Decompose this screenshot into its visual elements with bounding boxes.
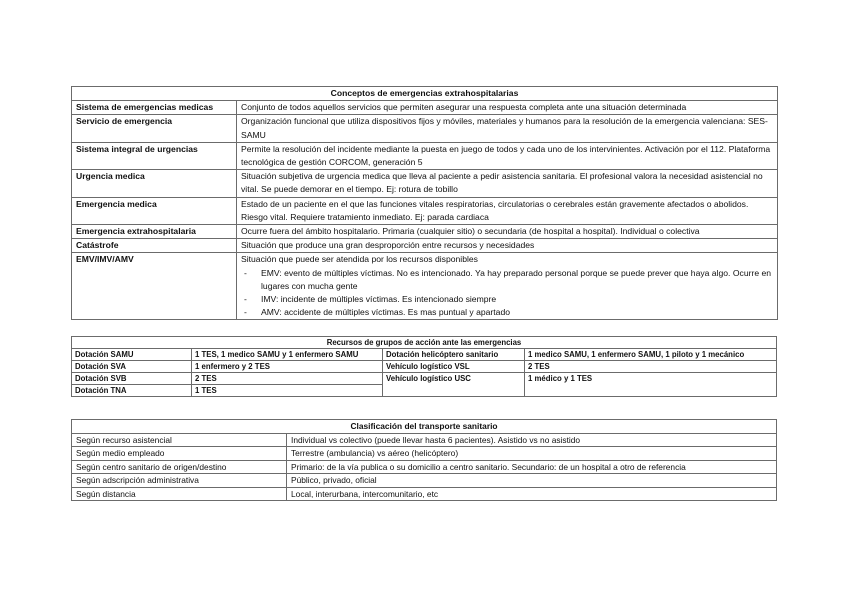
- resource-label: Dotación SVB: [72, 373, 192, 385]
- table-row: [72, 460, 777, 474]
- value-cell: Local, interurbana, intercomunitario, etc: [287, 487, 777, 501]
- table-title: Clasificación del transporte sanitario: [72, 420, 777, 434]
- resource-value: 1 TES: [192, 385, 383, 397]
- term-cell: Emergencia medica: [72, 197, 237, 224]
- term-cell: Catástrofe: [72, 239, 237, 253]
- table-row: [72, 349, 777, 361]
- resource-value: 1 enfermero y 2 TES: [192, 361, 383, 373]
- term-cell: Servicio de emergencia: [72, 115, 237, 142]
- term-cell: Sistema de emergencias medicas: [72, 101, 237, 115]
- resource-label: Vehículo logístico VSL: [383, 361, 525, 373]
- table-row: [72, 487, 777, 501]
- table-row: [72, 142, 778, 169]
- definition-cell: Situación que produce una gran desproporción entre recursos y necesidades: [237, 239, 778, 253]
- definition-cell: [237, 253, 778, 320]
- definition-cell: Situación subjetiva de urgencia medica que lleva al paciente a pedir asistencia sanitaria. El profesional valora la necesidad asistencial no vital. Se puede demorar en el tiempo. Ej: rotura de tobillo: [237, 170, 778, 197]
- table-row: [72, 447, 777, 461]
- table-row: [72, 197, 778, 224]
- table-row: [72, 361, 777, 373]
- table-header-row: [72, 420, 777, 434]
- value-cell: Individual vs colectivo (puede llevar hasta 6 pacientes). Asistido vs no asistido: [287, 433, 777, 447]
- resource-value: 1 medico SAMU, 1 enfermero SAMU, 1 piloto y 1 mecánico: [525, 349, 777, 361]
- transport-classification-table: [71, 419, 777, 501]
- resource-label: Dotación helicóptero sanitario: [383, 349, 525, 361]
- term-cell: Emergencia extrahospitalaria: [72, 225, 237, 239]
- criterion-cell: Según centro sanitario de origen/destino: [72, 460, 287, 474]
- resource-label: Dotación SVA: [72, 361, 192, 373]
- resource-label: Dotación TNA: [72, 385, 192, 397]
- definition-cell: Ocurre fuera del ámbito hospitalario. Primaria (cualquier sitio) o secundaria (de hospital a hospital). Individual o colectiva: [237, 225, 778, 239]
- definition-cell: Estado de un paciente en el que las funciones vitales respiratorias, circulatorias o cerebrales están gravemente afectados o abolidos. Riesgo vital. Requiere tratamiento inmediato. Ej: parada cardiaca: [237, 197, 778, 224]
- resources-table: [71, 336, 777, 397]
- table-title: Recursos de grupos de acción ante las emergencias: [72, 337, 777, 349]
- resource-value: 1 TES, 1 medico SAMU y 1 enfermero SAMU: [192, 349, 383, 361]
- value-cell: Público, privado, oficial: [287, 474, 777, 488]
- definition-cell: Conjunto de todos aquellos servicios que permiten asegurar una respuesta completa ante una situación determinada: [237, 101, 778, 115]
- table-row: [72, 373, 777, 385]
- table-header-row: [72, 337, 777, 349]
- table-row: [72, 433, 777, 447]
- definition-intro: Situación que puede ser atendida por los recursos disponibles: [241, 254, 478, 265]
- table-row: [72, 225, 778, 239]
- criterion-cell: Según medio empleado: [72, 447, 287, 461]
- resource-label: Vehículo logístico USC: [383, 373, 525, 397]
- table-row: [72, 474, 777, 488]
- list-item: - IMV: incidente de múltiples víctimas. Es intencionado siempre: [241, 293, 773, 306]
- emergency-concepts-table: [71, 86, 778, 320]
- bullet-list: [241, 267, 773, 320]
- criterion-cell: Según recurso asistencial: [72, 433, 287, 447]
- resource-value: 2 TES: [192, 373, 383, 385]
- table-row: [72, 170, 778, 197]
- table-row: [72, 253, 778, 320]
- definition-cell: Permite la resolución del incidente mediante la puesta en juego de todos y cada uno de los intervinientes. Activación por el 112. Plataforma tecnológica de gestión CORCOM, generación 5: [237, 142, 778, 169]
- table-row: [72, 115, 778, 142]
- list-item: - AMV: accidente de múltiples víctimas. Es mas puntual y apartado: [241, 306, 773, 319]
- resource-value: 2 TES: [525, 361, 777, 373]
- definition-cell: Organización funcional que utiliza dispositivos fijos y móviles, materiales y humanos para la resolución de la emergencia valenciana: SES-SAMU: [237, 115, 778, 142]
- resource-value: 1 médico y 1 TES: [525, 373, 777, 397]
- term-cell: Sistema integral de urgencias: [72, 142, 237, 169]
- resource-label: Dotación SAMU: [72, 349, 192, 361]
- term-cell: Urgencia medica: [72, 170, 237, 197]
- criterion-cell: Según adscripción administrativa: [72, 474, 287, 488]
- term-cell: EMV/IMV/AMV: [72, 253, 237, 320]
- table-title: Conceptos de emergencias extrahospitalarias: [72, 87, 778, 101]
- value-cell: Terrestre (ambulancia) vs aéreo (helicóptero): [287, 447, 777, 461]
- table-header-row: [72, 87, 778, 101]
- value-cell: Primario: de la vía publica o su domicilio a centro sanitario. Secundario: de un hospital a otro de referencia: [287, 460, 777, 474]
- criterion-cell: Según distancia: [72, 487, 287, 501]
- list-item: - EMV: evento de múltiples víctimas. No es intencionado. Ya hay preparado personal porque se puede prever que haya algo. Ocurre en lugares con mucha gente: [241, 267, 773, 293]
- table-row: [72, 101, 778, 115]
- table-row: [72, 239, 778, 253]
